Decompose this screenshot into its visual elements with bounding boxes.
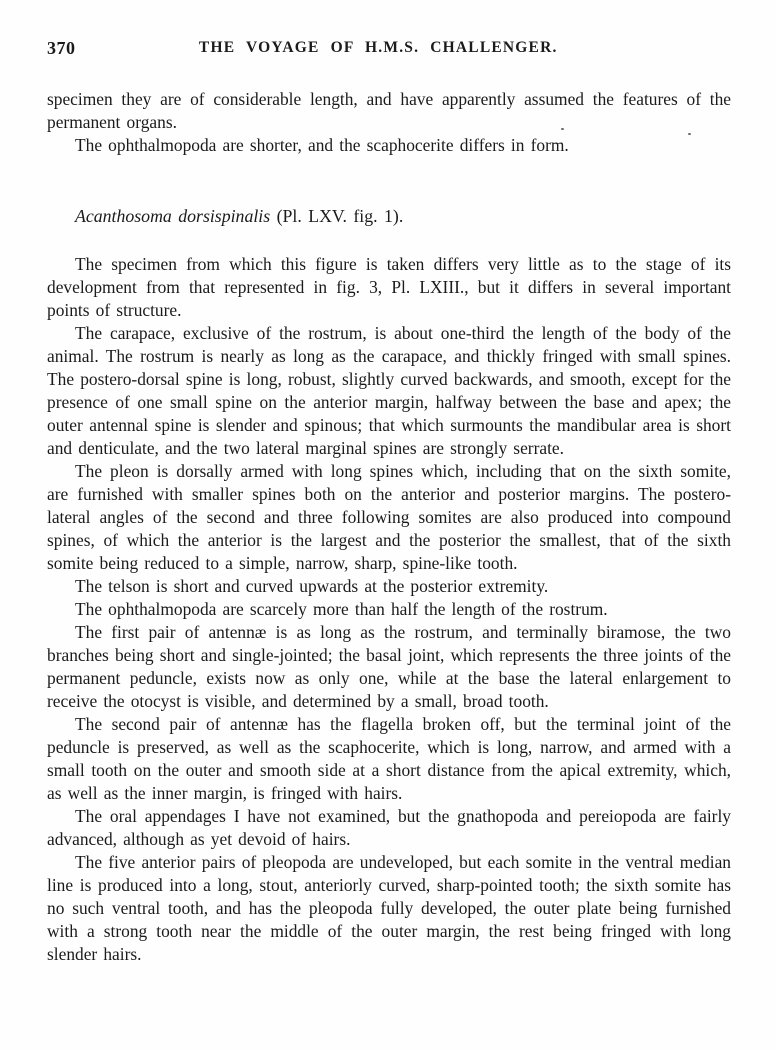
running-title: THE VOYAGE OF H.M.S. CHALLENGER. xyxy=(198,39,558,56)
paragraph: The telson is short and curved upwards at the posterior extremity. xyxy=(75,576,549,596)
page-header xyxy=(47,38,731,60)
page-body xyxy=(47,88,731,966)
paragraph: The second pair of antennæ has the flagella broken off, but the terminal joint of the peduncle is preserved, as well as the scaphocerite, which is long, narrow, and armed with a small tooth on the outer and smooth side at a short distance from the apical extremity, which, as well as the inner margin, is fringed with hairs. xyxy=(47,714,731,803)
paragraph: The pleon is dorsally armed with long spines which, including that on the sixth somite, are furnished with smaller spines both on the anterior and posterior margins. The postero-lateral angles of the second and three following somites are also produced into compound spines, of which the anterior is the largest and the posterior the smallest, that of the sixth somite being reduced to a simple, narrow, sharp, spine-like tooth. xyxy=(47,461,731,573)
paragraph: The ophthalmopoda are scarcely more than half the length of the rostrum. xyxy=(75,599,608,619)
plate-figure-reference: (Pl. LXV. fig. 1). xyxy=(270,206,404,226)
species-name: Acanthosoma dorsispinalis xyxy=(75,206,271,226)
paragraph: The carapace, exclusive of the rostrum, is about one-third the length of the body of the animal. The rostrum is nearly as long as the carapace, and thickly fringed with small spines. The postero-dorsal spine is long, robust, slightly curved backwards, and smooth, except for the presence of one small spine on the anterior margin, halfway between the base and apex; the outer antennal spine is slender and spinous; that which surmounts the mandibular area is short and denticulate, and the two lateral marginal spines are strongly serrate. xyxy=(47,323,731,458)
paragraph: The first pair of antennæ is as long as the rostrum, and terminally biramose, the two branches being short and single-jointed; the basal joint, which represents the three joints of the permanent peduncle, exists now as only one, while at the base the lateral enlargement to receive the otocyst is visible, and determined by a small, broad tooth. xyxy=(47,622,731,711)
species-heading xyxy=(47,205,731,228)
paragraph: The oral appendages I have not examined, but the gnathopoda and pereiopoda are fairly advanced, although as yet devoid of hairs. xyxy=(47,806,731,849)
scan-speck xyxy=(561,128,564,130)
scan-speck xyxy=(688,133,691,135)
paragraph: The five anterior pairs of pleopoda are undeveloped, but each somite in the ventral median line is produced into a long, stout, anteriorly curved, sharp-pointed tooth; the sixth somite has no such ventral tooth, and has the pleopoda fully developed, the outer plate being furnished with a strong tooth near the middle of the outer margin, the rest being fringed with long slender hairs. xyxy=(47,852,731,964)
paragraph-continuation: specimen they are of considerable length, and have apparently assumed the features of the permanent organs. xyxy=(47,89,731,132)
paragraph: The specimen from which this figure is taken differs very little as to the stage of its development from that represented in fig. 3, Pl. LXIII., but it differs in several important points of structure. xyxy=(47,254,731,320)
paragraph: The ophthalmopoda are shorter, and the scaphocerite differs in form. xyxy=(75,135,569,155)
page-number: 370 xyxy=(47,38,76,58)
